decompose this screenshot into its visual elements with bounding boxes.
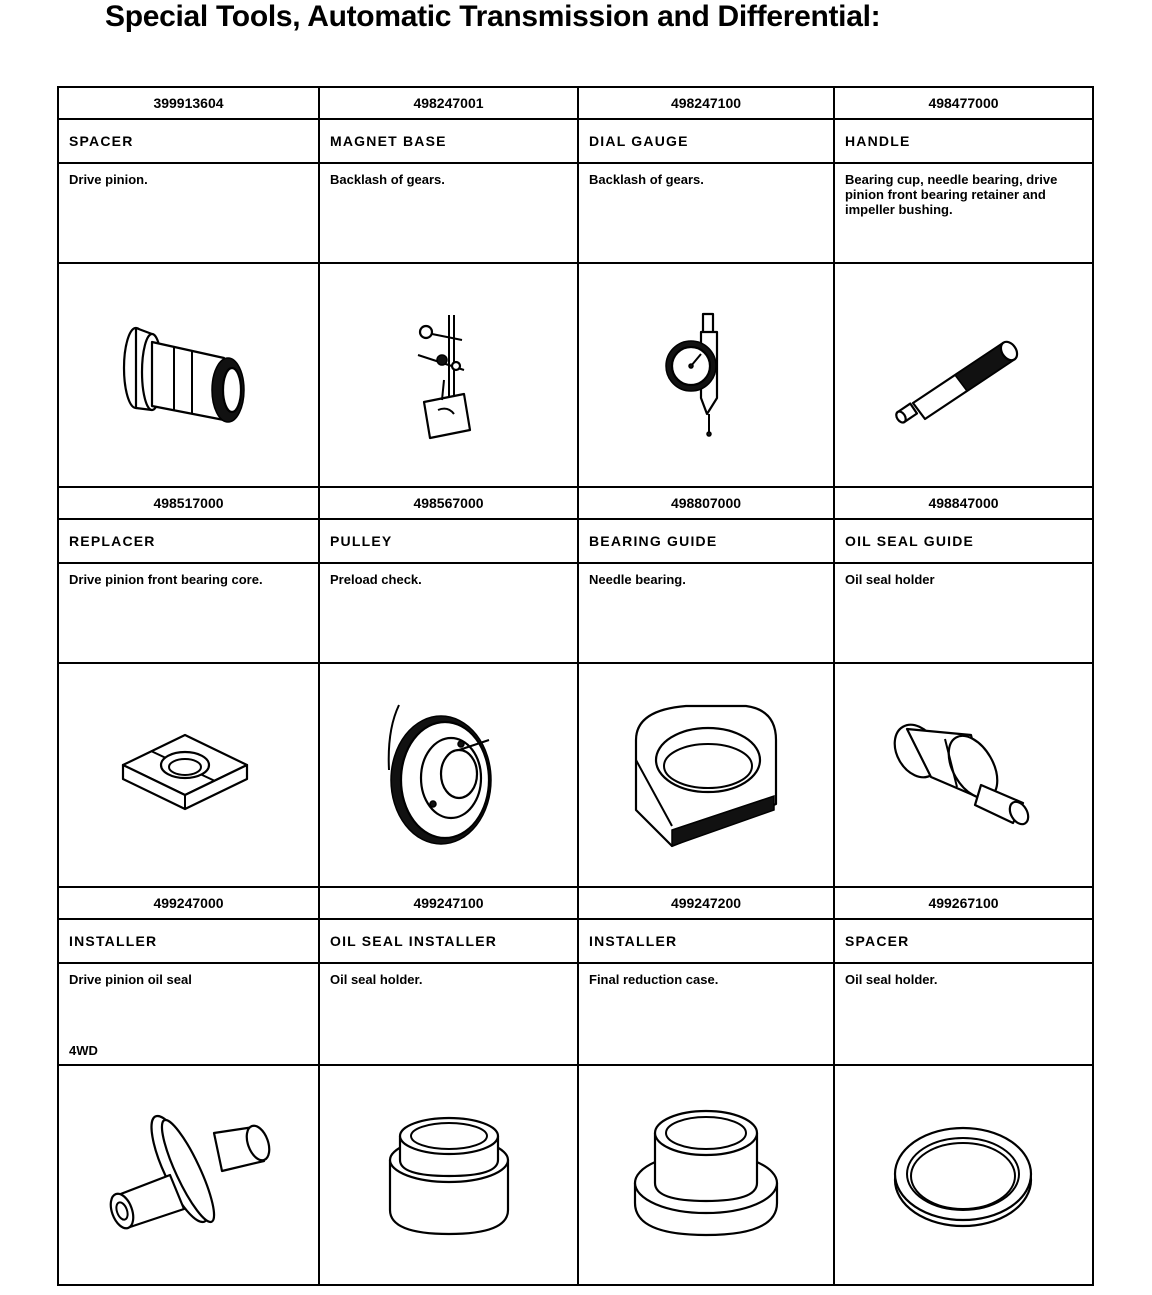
- part-number: 498247100: [578, 87, 834, 119]
- part-number: 499247100: [319, 887, 578, 919]
- part-number: 499267100: [834, 887, 1093, 919]
- tool-illustration-cell: [58, 663, 319, 887]
- page-title: Special Tools, Automatic Transmission and Differential:: [105, 0, 881, 33]
- part-number: 498247001: [319, 87, 578, 119]
- tool-name-row: [58, 119, 1093, 163]
- oil-seal-guide-icon: [883, 715, 1043, 835]
- part-number: 499247000: [58, 887, 319, 919]
- part-number: 498517000: [58, 487, 319, 519]
- tool-illustration-cell: [319, 663, 578, 887]
- part-number: 399913604: [58, 87, 319, 119]
- tool-description: Backlash of gears.: [319, 163, 578, 263]
- tool-description: Final reduction case.: [578, 963, 834, 1065]
- handle-icon: [893, 325, 1033, 425]
- special-tools-table: [57, 86, 1094, 1286]
- part-number: 498567000: [319, 487, 578, 519]
- tool-illustration-cell: [834, 263, 1093, 487]
- tool-illustration-cell: [578, 1065, 834, 1285]
- tool-illustration-cell: [578, 663, 834, 887]
- tool-description: Preload check.: [319, 563, 578, 663]
- oil-seal-installer-icon: [384, 1110, 514, 1240]
- tool-description: Drive pinion.: [58, 163, 319, 263]
- spacer-ring-icon: [888, 1120, 1038, 1230]
- part-number-row: [58, 87, 1093, 119]
- tool-description: Bearing cup, needle bearing, drive pinion front bearing retainer and impeller bushing.: [834, 163, 1093, 263]
- tool-description-row: [58, 163, 1093, 263]
- tool-illustration-cell: [834, 663, 1093, 887]
- tool-illustration-row: [58, 663, 1093, 887]
- tool-name: REPLACER: [58, 519, 319, 563]
- tool-name: INSTALLER: [578, 919, 834, 963]
- tool-name: BEARING GUIDE: [578, 519, 834, 563]
- tool-description: Oil seal holder.: [319, 963, 578, 1065]
- replacer-icon: [119, 725, 259, 825]
- tool-description-row: [58, 563, 1093, 663]
- drive-type-note: 4WD: [69, 1043, 98, 1058]
- part-number: 498477000: [834, 87, 1093, 119]
- tool-name: OIL SEAL INSTALLER: [319, 919, 578, 963]
- tool-description: Drive pinion front bearing core.: [58, 563, 319, 663]
- part-number-row: [58, 887, 1093, 919]
- tool-description: Needle bearing.: [578, 563, 834, 663]
- bearing-guide-icon: [626, 700, 786, 850]
- tool-illustration-row: [58, 263, 1093, 487]
- tool-illustration-cell: [319, 263, 578, 487]
- tool-description: Drive pinion oil seal: [69, 972, 192, 987]
- installer-icon: [104, 1105, 274, 1245]
- tool-name-row: [58, 919, 1093, 963]
- tool-description-row: [58, 963, 1093, 1065]
- tool-name: INSTALLER: [58, 919, 319, 963]
- tool-name: PULLEY: [319, 519, 578, 563]
- tool-illustration-cell: [58, 263, 319, 487]
- pulley-icon: [379, 700, 519, 850]
- tool-illustration-cell: [319, 1065, 578, 1285]
- tool-name-row: [58, 519, 1093, 563]
- part-number: 498807000: [578, 487, 834, 519]
- tool-name: OIL SEAL GUIDE: [834, 519, 1093, 563]
- dial-gauge-icon: [661, 310, 751, 440]
- tool-description: Backlash of gears.: [578, 163, 834, 263]
- tool-description: Oil seal holder: [834, 563, 1093, 663]
- installer-flanged-icon: [631, 1105, 781, 1245]
- tool-illustration-cell: [578, 263, 834, 487]
- tool-name: HANDLE: [834, 119, 1093, 163]
- tool-name: SPACER: [834, 919, 1093, 963]
- tool-description-cell: [58, 963, 319, 1065]
- tool-illustration-cell: [834, 1065, 1093, 1285]
- tool-name: SPACER: [58, 119, 319, 163]
- spacer-icon: [114, 320, 264, 430]
- part-number-row: [58, 487, 1093, 519]
- tool-name: DIAL GAUGE: [578, 119, 834, 163]
- part-number: 499247200: [578, 887, 834, 919]
- tool-illustration-cell: [58, 1065, 319, 1285]
- part-number: 498847000: [834, 487, 1093, 519]
- tool-description: Oil seal holder.: [834, 963, 1093, 1065]
- magnet-base-icon: [404, 310, 494, 440]
- tool-illustration-row: [58, 1065, 1093, 1285]
- tool-name: MAGNET BASE: [319, 119, 578, 163]
